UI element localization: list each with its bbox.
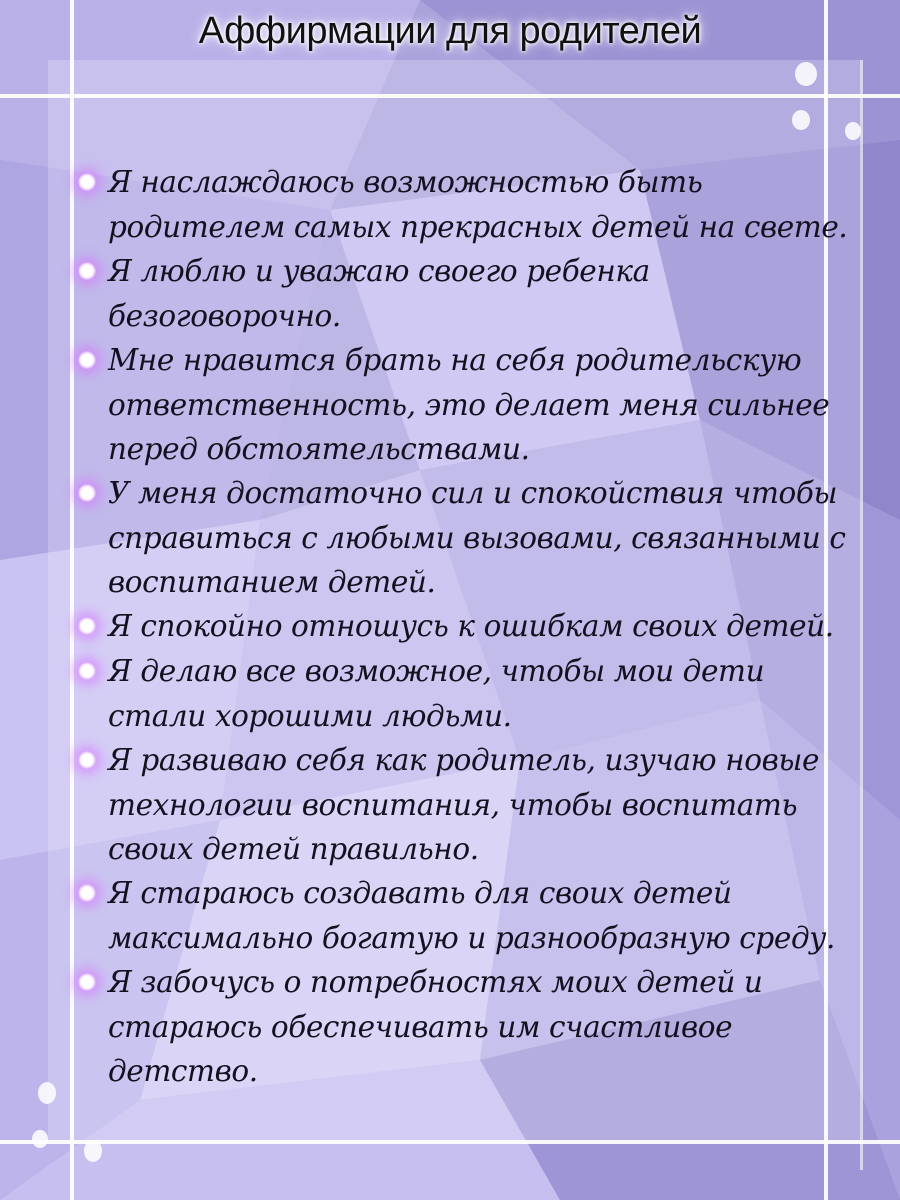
frame-line-top [0,94,900,98]
decor-dot [38,1082,56,1104]
affirmation-text: Я наслаждаюсь возможностью быть родителем самых прекрасных детей на свете. [108,165,848,244]
affirmation-text: У меня достаточно сил и спокойствия чтобы справиться с любыми вызовами, связанными с воспитанием детей. [108,476,846,599]
frame-line-left [70,0,74,1200]
affirmation-text: Я забочусь о потребностях моих детей и стараюсь обеспечивать им счастливое детство. [108,965,763,1088]
glow-bullet-icon [78,973,96,991]
affirmation-item [108,160,848,249]
glow-bullet-icon [78,884,96,902]
affirmation-text: Мне нравится брать на себя родительскую ответственность, это делает меня сильнее перед обстоятельствами. [108,343,830,466]
affirmation-item [108,471,848,604]
decor-dot [32,1130,48,1148]
affirmation-text: Я спокойно отношусь к ошибкам своих детей. [108,609,834,643]
affirmation-item [108,871,848,960]
affirmation-item [108,738,848,871]
affirmation-list [108,160,848,1093]
decor-dot [795,62,817,86]
affirmation-item [108,960,848,1093]
glow-bullet-icon [78,751,96,769]
glow-bullet-icon [78,617,96,635]
glow-bullet-icon [78,173,96,191]
affirmation-text: Я люблю и уважаю своего ребенка безоговорочно. [108,254,650,333]
frame-line-bottom [0,1140,900,1144]
page-title: Аффирмации для родителей [198,10,702,52]
glow-bullet-icon [78,484,96,502]
decor-dot [84,1140,102,1162]
frame-line-right-outer [860,60,863,1170]
affirmation-item [108,249,848,338]
decor-dot [845,122,861,140]
decor-dot [792,110,810,130]
glow-bullet-icon [78,662,96,680]
affirmation-item [108,604,848,649]
affirmation-text: Я стараюсь создавать для своих детей максимально богатую и разнообразную среду. [108,876,835,955]
glow-bullet-icon [78,351,96,369]
affirmation-text: Я делаю все возможное, чтобы мои дети стали хорошими людьми. [108,654,765,733]
affirmation-item [108,649,848,738]
affirmation-text: Я развиваю себя как родитель, изучаю новые технологии воспитания, чтобы воспитать своих детей правильно. [108,743,820,866]
glow-bullet-icon [78,262,96,280]
affirmation-item [108,338,848,471]
